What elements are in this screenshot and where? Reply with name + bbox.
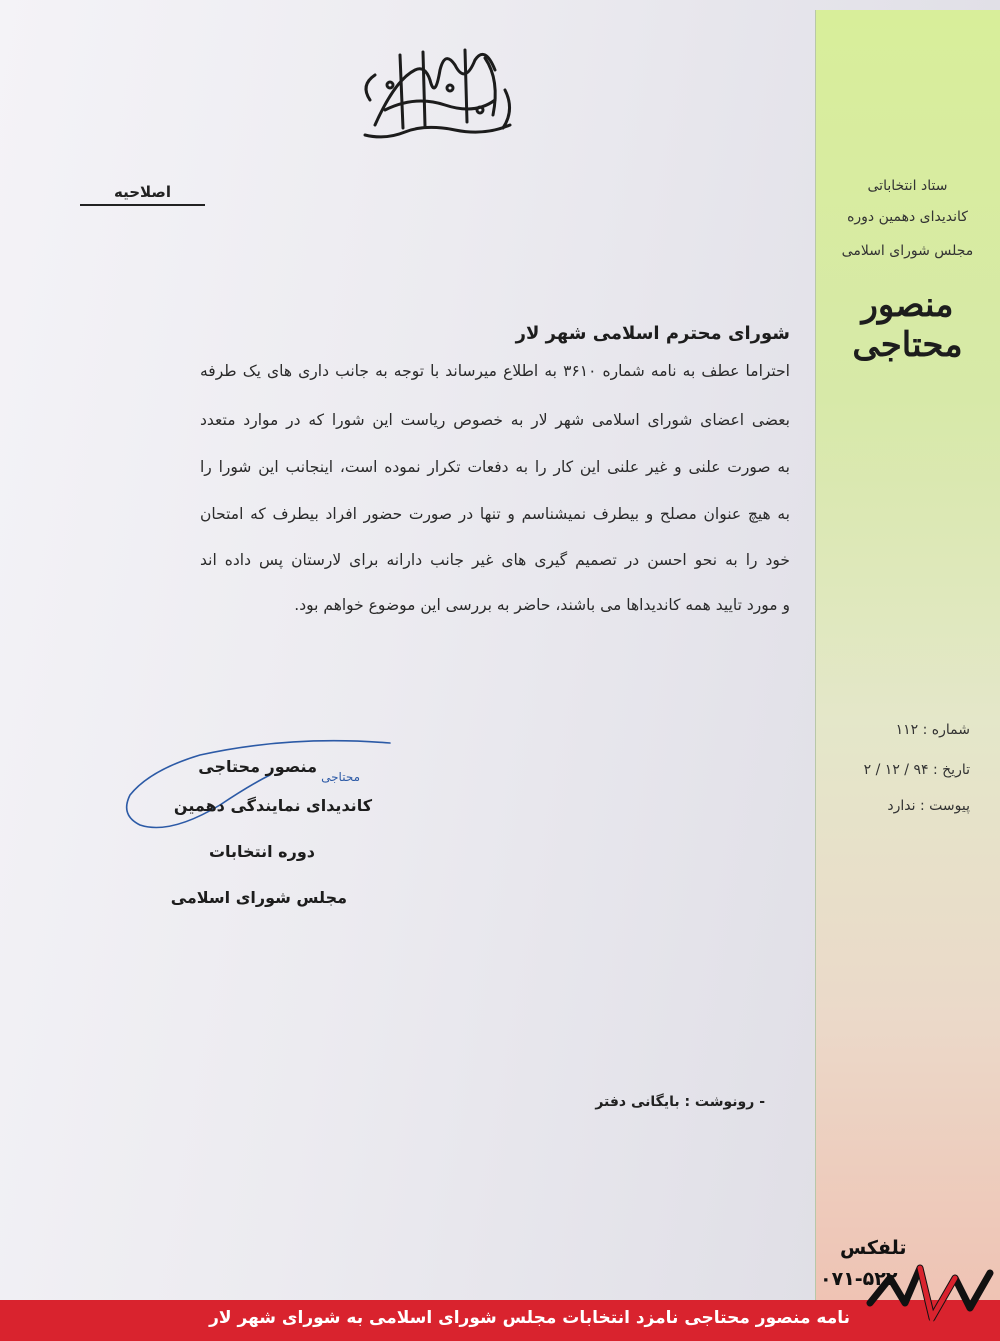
letter-line: بعضی اعضای شورای اسلامی شهر لار به خصوص ریاست این شورا که در موارد متعدد (200, 411, 790, 429)
signature-title-2: دوره انتخابات (208, 842, 315, 861)
caption-text: نامه منصور محتاجی نامزد انتخابات مجلس شورای اسلامی به شورای شهر لار (209, 1308, 850, 1328)
cc-line: - رونوشت : بایگانی دفتر (595, 1094, 765, 1110)
letter-number: شماره : ۱۱۲ (895, 722, 970, 738)
letter-line: و مورد تایید همه کاندیداها می باشند، حاضر به بررسی این موضوع خواهم بود. (294, 596, 790, 614)
fax-label: تلفکس (840, 1237, 907, 1259)
letter-line: به صورت علنی و غیر علنی این کار را به دفعات تکرار نموده است، اینجانب این شورا را (200, 458, 790, 476)
letter-salutation: شورای محترم اسلامی شهر لار (515, 323, 790, 344)
correction-heading (80, 183, 205, 206)
letter-date: تاریخ : ۹۴ / ۱۲ / ۲ (863, 762, 970, 778)
letter-attachment: پیوست : ندارد (887, 798, 970, 814)
signature-title-3: مجلس شورای اسلامی (170, 888, 347, 907)
nabz-logo (860, 1248, 1000, 1341)
org-line-2: کاندیدای دهمین دوره (847, 209, 968, 225)
basmala-calligraphy (345, 40, 525, 150)
signature-name: منصور محتاجی (198, 757, 317, 776)
correction-underline (80, 204, 205, 206)
letter-line: احتراما عطف به نامه شماره ۳۶۱۰ به اطلاع میرساند با توجه به جانب داری های یک طرفه (200, 362, 790, 380)
signature-handwritten: محتاجی (321, 770, 360, 784)
letter-line: خود را به نحو احسن در تصمیم گیری های غیر جانب دارانه برای لارستان پس داده اند (200, 551, 790, 569)
org-name: منصور محتاجی (852, 285, 963, 365)
correction-label: اصلاحیه (113, 183, 172, 201)
org-line-3: مجلس شورای اسلامی (841, 243, 974, 259)
org-line-1: ستاد انتخاباتی (867, 178, 948, 194)
signature-title-1: کاندیدای نمایندگی دهمین (173, 796, 372, 815)
fax-number: ۰۷۱-۵۲۲ (820, 1268, 898, 1290)
letterhead-side-band (815, 10, 1000, 1300)
letter-line: به هیچ عنوان مصلح و بیطرف نمیشناسم و تنها در صورت حضور افراد بیطرف که امتحان (200, 505, 790, 523)
